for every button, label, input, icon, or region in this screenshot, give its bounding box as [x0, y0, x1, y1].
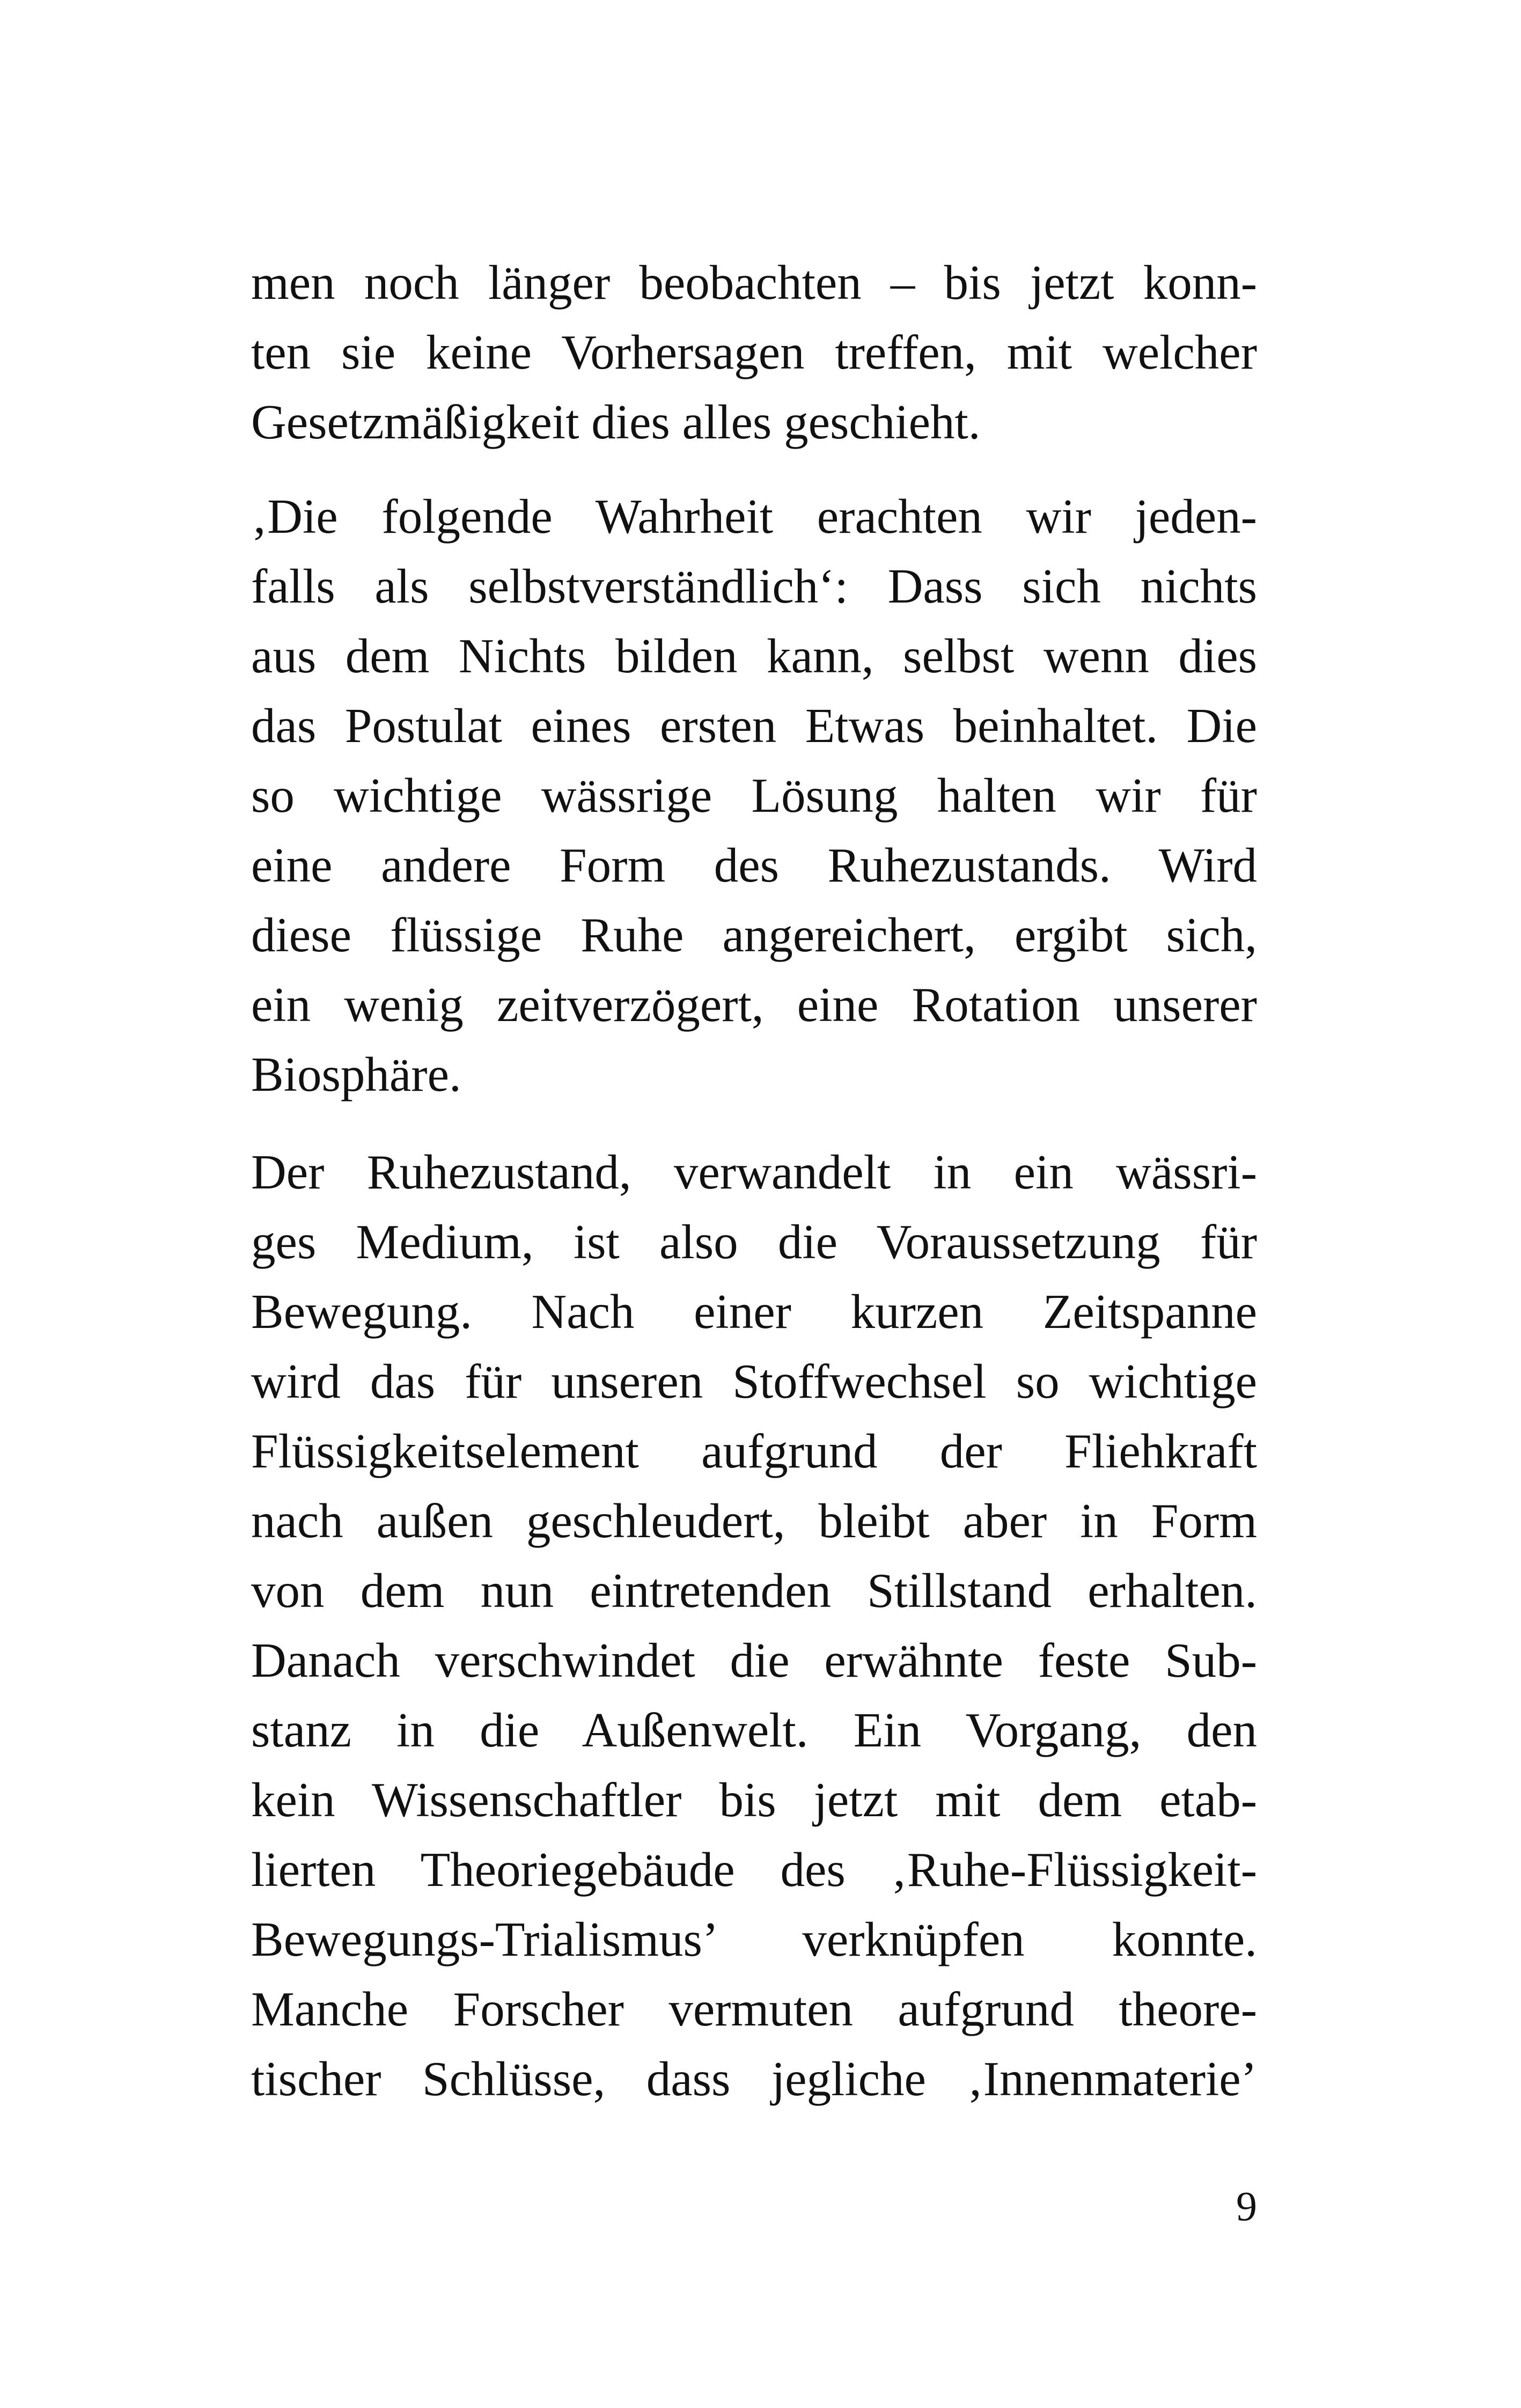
text-line: Manche Forscher vermuten aufgrund theore- [251, 1982, 1257, 2036]
text-line: Gesetzmäßigkeit dies alles geschieht. [251, 395, 981, 449]
text-line: diese flüssige Ruhe angereichert, ergibt sich, [251, 908, 1257, 962]
text-line: Bewegungs-Trialismus’ verknüpfen konnte. [251, 1912, 1257, 1966]
text-line: Der Ruhezustand, verwandelt in ein wässri- [251, 1145, 1257, 1199]
text-line: ten sie keine Vorhersagen treffen, mit welcher [251, 325, 1257, 379]
page-number: 9 [1236, 2183, 1257, 2229]
text-line: nach außen geschleudert, bleibt aber in Form [251, 1494, 1257, 1548]
text-line: lierten Theoriegebäude des ‚Ruhe-Flüssigkeit- [251, 1842, 1257, 1897]
text-line: wird das für unseren Stoffwechsel so wichtige [251, 1354, 1257, 1408]
text-line: das Postulat eines ersten Etwas beinhaltet. Die [251, 699, 1257, 753]
paragraph-1 [251, 248, 1257, 457]
text-line: so wichtige wässrige Lösung halten wir für [251, 768, 1257, 823]
text-line: kein Wissenschaftler bis jetzt mit dem etab- [251, 1773, 1257, 1827]
text-line: Flüssigkeitselement aufgrund der Fliehkraft [251, 1424, 1257, 1478]
text-line: von dem nun eintretenden Stillstand erhalten. [251, 1563, 1257, 1618]
text-line: ges Medium, ist also die Voraussetzung für [251, 1215, 1257, 1269]
text-line: Bewegung. Nach einer kurzen Zeitspanne [251, 1284, 1257, 1339]
text-line: stanz in die Außenwelt. Ein Vorgang, den [251, 1703, 1257, 1757]
text-line: Danach verschwindet die erwähnte feste Sub- [251, 1633, 1257, 1687]
text-line: falls als selbstverständlich‘: Dass sich nichts [251, 559, 1257, 613]
text-line: ein wenig zeitverzögert, eine Rotation unserer [251, 978, 1257, 1032]
paragraph-2 [251, 482, 1257, 1110]
text-line: aus dem Nichts bilden kann, selbst wenn dies [251, 629, 1257, 683]
text-line: tischer Schlüsse, dass jegliche ‚Innenmaterie’ [251, 2052, 1257, 2106]
text-line: ‚Die folgende Wahrheit erachten wir jeden- [251, 489, 1257, 544]
text-line: Biosphäre. [251, 1047, 461, 1102]
paragraph-3 [251, 1137, 1257, 2114]
text-line: eine andere Form des Ruhezustands. Wird [251, 838, 1257, 892]
text-line: men noch länger beobachten – bis jetzt konn- [251, 255, 1257, 310]
